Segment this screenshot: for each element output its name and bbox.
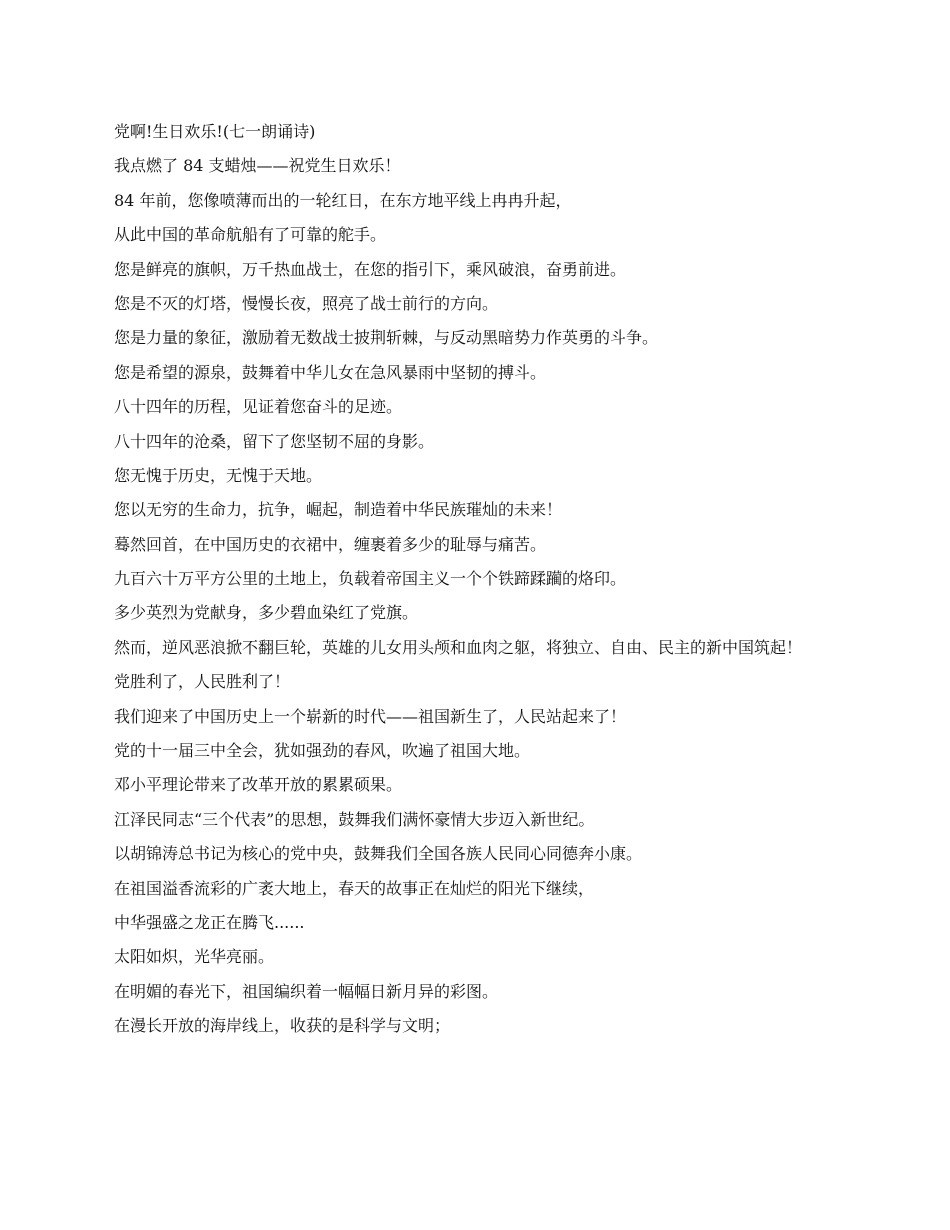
- poem-line: 太阳如炽，光华亮丽。: [114, 947, 275, 967]
- poem-line: 您无愧于历史，无愧于天地。: [114, 465, 323, 485]
- poem-line: 党胜利了，人民胜利了！: [114, 672, 291, 692]
- poem-line: 党的十一届三中全会，犹如强劲的春风，吹遍了祖国大地。: [114, 741, 531, 761]
- poem-line: 多少英烈为党献身，多少碧血染红了党旗。: [114, 603, 419, 623]
- poem-line: 您是希望的源泉，鼓舞着中华儿女在急风暴雨中坚韧的搏斗。: [114, 362, 547, 382]
- poem-line: 以胡锦涛总书记为核心的党中央，鼓舞我们全国各族人民同心同德奔小康。: [114, 844, 643, 864]
- poem-line: 我们迎来了中国历史上一个崭新的时代——祖国新生了，人民站起来了！: [114, 706, 627, 726]
- poem-line: 然而，逆风恶浪掀不翻巨轮，英雄的儿女用头颅和血肉之躯，将独立、自由、民主的新中国筑起！: [114, 637, 803, 657]
- poem-line: 您以无穷的生命力，抗争，崛起，制造着中华民族璀灿的未来！: [114, 500, 563, 520]
- poem-line: 八十四年的沧桑，留下了您坚韧不屈的身影。: [114, 431, 435, 451]
- poem-line: 邓小平理论带来了改革开放的累累硕果。: [114, 775, 403, 795]
- poem-line: 我点燃了 84 支蜡烛——祝党生日欢乐！: [114, 156, 401, 176]
- poem-line: 84 年前，您像喷薄而出的一轮红日，在东方地平线上冉冉升起，: [114, 190, 572, 210]
- poem-line: 八十四年的历程，见证着您奋斗的足迹。: [114, 397, 403, 417]
- poem-line: 从此中国的革命航船有了可靠的舵手。: [114, 225, 387, 245]
- poem-line: 江泽民同志“三个代表”的思想，鼓舞我们满怀豪情大步迈入新世纪。: [114, 809, 595, 829]
- poem-line: 您是鲜亮的旗帜，万千热血战士，在您的指引下，乘风破浪，奋勇前进。: [114, 259, 627, 279]
- poem-line: 在漫长开放的海岸线上，收获的是科学与文明；: [114, 1016, 451, 1036]
- document-title: 党啊!生日欢乐!(七一朗诵诗): [114, 122, 316, 141]
- poem-line: 您是不灭的灯塔，慢慢长夜，照亮了战士前行的方向。: [114, 293, 499, 313]
- poem-line: 九百六十万平方公里的土地上，负载着帝国主义一个个铁蹄蹂躏的烙印。: [114, 569, 627, 589]
- document-body: [114, 122, 842, 1051]
- poem-line: 中华强盛之龙正在腾飞......: [114, 912, 305, 932]
- poem-line: 在祖国溢香流彩的广袤大地上，春天的故事正在灿烂的阳光下继续，: [114, 878, 595, 898]
- poem-line: 在明媚的春光下，祖国编织着一幅幅日新月异的彩图。: [114, 981, 499, 1001]
- poem-line: 您是力量的象征，激励着无数战士披荆斩棘，与反动黑暗势力作英勇的斗争。: [114, 328, 659, 348]
- poem-line: 蓦然回首，在中国历史的衣裙中，缠裹着多少的耻辱与痛苦。: [114, 534, 547, 554]
